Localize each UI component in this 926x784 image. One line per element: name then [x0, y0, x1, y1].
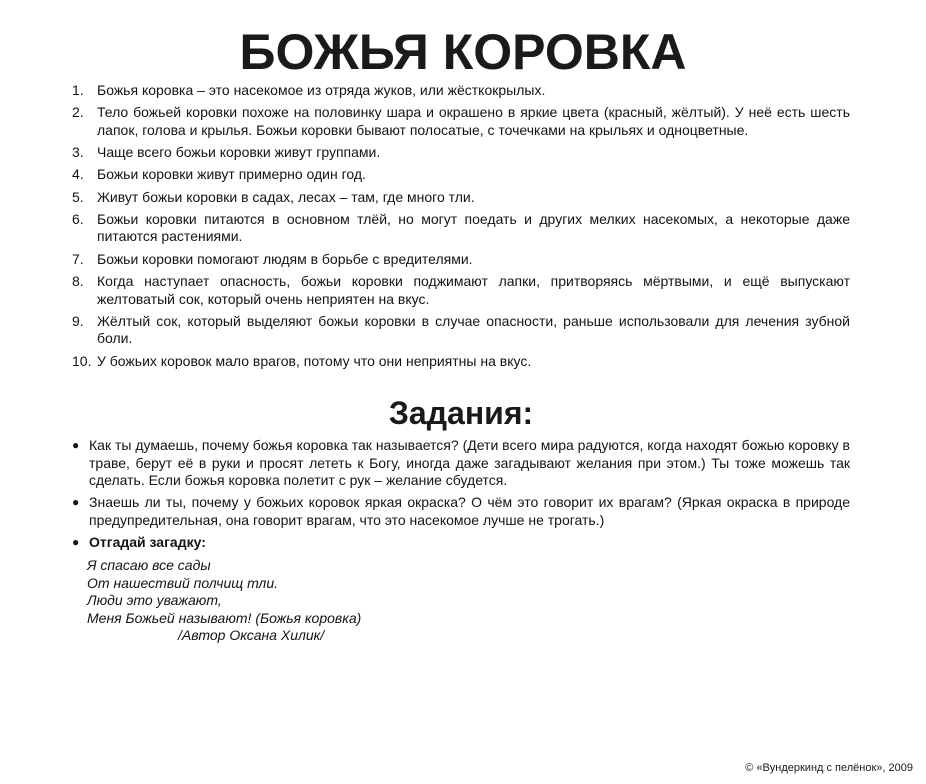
riddle-poem [87, 557, 361, 645]
list-item-number: 10. [72, 352, 92, 369]
list-item-text: Когда наступает опасность, божьи коровки поджимают лапки, притворяясь мёртвыми, и ещё выпускают желтоватый сок, который очень неприятен на вкус. [97, 273, 850, 307]
list-item-text: Божьи коровки питаются в основном тлёй, но могут поедать и других мелких насекомых, а некоторые даже питаются растениями. [97, 210, 850, 245]
list-item-number: 4. [72, 166, 84, 183]
list-item-number: 1. [72, 82, 84, 98]
riddle-line: От нашествий полчищ тли. [87, 574, 278, 591]
list-item [72, 144, 850, 162]
riddle-line: Я спасаю все сады [87, 557, 211, 573]
task-item [72, 534, 850, 552]
riddle-author: /Автор Оксана Хилик/ [178, 627, 325, 644]
list-item-number: 9. [72, 312, 84, 329]
task-text: Знаешь ли ты, почему у божьих коровок яркая окраска? О чём это говорит их врагам? (Яркая окраска в природе предупредительная, она говорит врагам, что это насекомое лучше не трогать.) [89, 494, 850, 528]
page-title: БОЖЬЯ КОРОВКА [239, 24, 687, 80]
tasks-heading: Задания: [388, 395, 534, 431]
list-item-text: Божья коровка – это насекомое из отряда жуков, или жёсткокрылых. [97, 82, 546, 98]
list-item [72, 166, 850, 184]
list-item-number: 5. [72, 188, 84, 205]
copyright-notice: © «Вундеркинд с пелёнок», 2009 [745, 762, 913, 774]
riddle-label: Отгадай загадку: [89, 533, 206, 550]
list-item-number: 2. [72, 104, 84, 121]
list-item-number: 6. [72, 210, 84, 227]
task-item [72, 494, 850, 529]
list-item [72, 313, 850, 348]
riddle-line: Меня Божьей называют! (Божья коровка) [87, 609, 362, 626]
list-item-text: Жёлтый сок, который выделяют божьи коровки в случае опасности, раньше использовали для лечения зубной боли. [97, 312, 850, 347]
list-item-text: Чаще всего божьи коровки живут группами. [97, 144, 381, 161]
list-item [72, 353, 850, 371]
list-item-text: Божьи коровки помогают людям в борьбе с вредителями. [97, 250, 473, 267]
tasks-list [72, 437, 850, 556]
list-item [72, 189, 850, 207]
list-item-number: 3. [72, 144, 84, 161]
bullet-icon: ● [72, 438, 80, 452]
list-item-text: Тело божьей коровки похоже на половинку шара и окрашено в яркие цвета (красный, жёлтый). У неё есть шесть лапок, голова и крылья. Божьи коровки бывают полосатые, с точечками на крыльях и одноцветные. [97, 104, 850, 138]
list-item-text: Божьи коровки живут примерно один год. [97, 166, 366, 183]
list-item-text: Живут божьи коровки в садах, лесах – там, где много тли. [97, 188, 475, 205]
list-item-text: У божьих коровок мало врагов, потому что они неприятны на вкус. [97, 352, 532, 369]
bullet-icon: ● [72, 534, 80, 549]
list-item [72, 273, 850, 308]
list-item [72, 251, 850, 269]
task-item [72, 437, 850, 490]
facts-list [72, 82, 850, 375]
list-item [72, 82, 850, 100]
list-item [72, 211, 850, 246]
list-item-number: 8. [72, 273, 84, 290]
list-item [72, 104, 850, 139]
list-item-number: 7. [72, 250, 84, 267]
riddle-line: Люди это уважают, [87, 592, 222, 609]
task-text: Как ты думаешь, почему божья коровка так называется? (Дети всего мира радуются, когда находят божью коровку в траве, берут её в руки и просят лететь к Богу, иногда даже загадывают желания при этом.) Ты тоже можешь так сделать. Если божья коровка полетит с рук – желание сбудется. [89, 437, 850, 488]
bullet-icon: ● [72, 495, 80, 509]
